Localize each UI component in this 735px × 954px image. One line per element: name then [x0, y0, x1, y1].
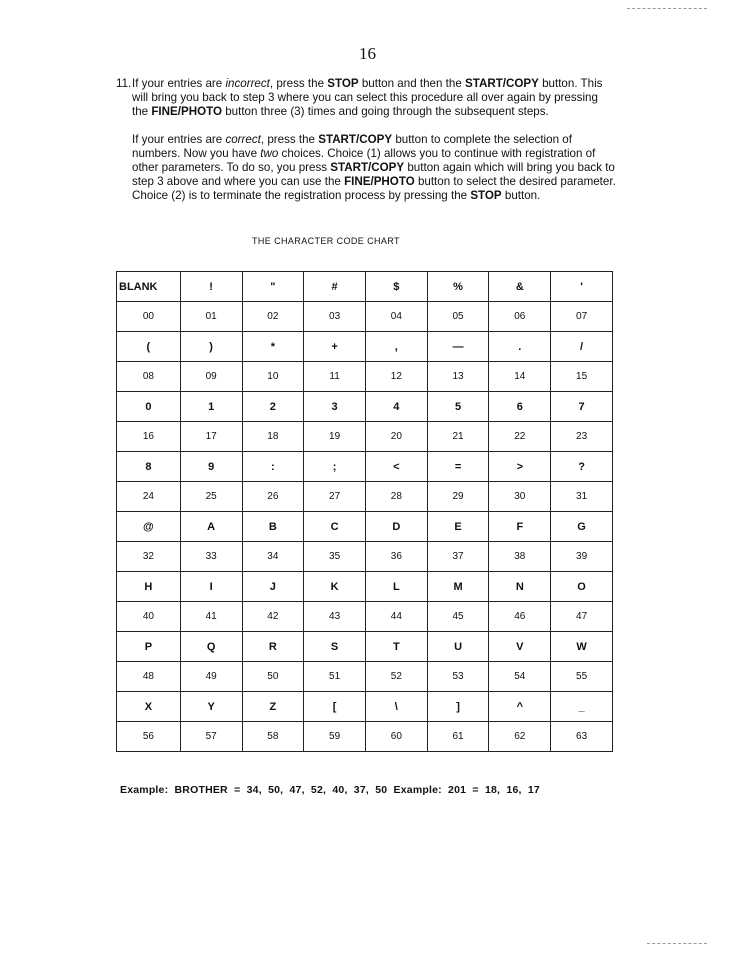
code-cell: 48 [117, 662, 181, 692]
text-run: button. [501, 189, 541, 202]
character-cell: 6 [489, 392, 551, 422]
code-cell: 38 [489, 542, 551, 572]
code-cell: 11 [304, 362, 366, 392]
step-number: 11. [116, 77, 132, 90]
code-cell: 01 [180, 302, 242, 332]
emphasis-text: incorrect [225, 77, 270, 90]
character-cell: H [117, 572, 181, 602]
code-cell: 26 [242, 482, 304, 512]
character-cell: F [489, 512, 551, 542]
character-cell: Z [242, 692, 304, 722]
emphasis-text: correct [225, 133, 261, 146]
character-code-table [116, 271, 613, 752]
code-cell: 63 [551, 722, 613, 752]
code-cell: 62 [489, 722, 551, 752]
text-run: If your entries are [132, 133, 226, 146]
code-cell: 55 [551, 662, 613, 692]
character-cell: 2 [242, 392, 304, 422]
text-run: button. This will bring you back to step 3 where you can select this procedure all over again by pressing the [132, 77, 603, 118]
character-cell: 9 [180, 452, 242, 482]
character-cell: : [242, 452, 304, 482]
character-cell: 7 [551, 392, 613, 422]
example-line: Example: BROTHER = 34, 50, 47, 52, 40, 37, 50 Example: 201 = 18, 16, 17 [120, 784, 540, 796]
character-cell: & [489, 272, 551, 302]
character-cell: K [304, 572, 366, 602]
page-number: 16 [359, 44, 376, 63]
character-cell: ) [180, 332, 242, 362]
character-cell: < [365, 452, 427, 482]
character-cell: * [242, 332, 304, 362]
instruction-paragraph-incorrect [132, 77, 616, 119]
code-cell: 12 [365, 362, 427, 392]
code-cell: 60 [365, 722, 427, 752]
chart-title: THE CHARACTER CODE CHART [252, 236, 400, 246]
text-run: , press the [269, 77, 328, 90]
code-cell: 42 [242, 602, 304, 632]
code-cell: 22 [489, 422, 551, 452]
code-cell: 02 [242, 302, 304, 332]
character-cell: 3 [304, 392, 366, 422]
code-cell: 08 [117, 362, 181, 392]
character-cell: 0 [117, 392, 181, 422]
code-cell: 14 [489, 362, 551, 392]
code-cell: 58 [242, 722, 304, 752]
code-cell: 44 [365, 602, 427, 632]
code-cell: 04 [365, 302, 427, 332]
character-cell: P [117, 632, 181, 662]
scan-mark-bottom [647, 943, 707, 946]
character-cell: — [427, 332, 489, 362]
character-cell: Q [180, 632, 242, 662]
character-cell: ' [551, 272, 613, 302]
character-cell: _ [551, 692, 613, 722]
character-cell: ^ [489, 692, 551, 722]
character-row [117, 692, 613, 722]
character-cell: S [304, 632, 366, 662]
character-cell: . [489, 332, 551, 362]
code-cell: 24 [117, 482, 181, 512]
code-cell: 46 [489, 602, 551, 632]
character-cell: Y [180, 692, 242, 722]
code-cell: 28 [365, 482, 427, 512]
code-cell: 19 [304, 422, 366, 452]
character-row [117, 452, 613, 482]
code-cell: 50 [242, 662, 304, 692]
character-cell: O [551, 572, 613, 602]
character-cell: BLANK [117, 272, 181, 302]
code-row [117, 422, 613, 452]
character-cell: X [117, 692, 181, 722]
code-row [117, 722, 613, 752]
code-cell: 41 [180, 602, 242, 632]
instruction-step-11 [116, 77, 616, 203]
code-cell: 30 [489, 482, 551, 512]
character-cell: U [427, 632, 489, 662]
character-row [117, 512, 613, 542]
character-cell: R [242, 632, 304, 662]
code-cell: 16 [117, 422, 181, 452]
emphasis-text: two [260, 147, 279, 160]
code-cell: 29 [427, 482, 489, 512]
code-cell: 45 [427, 602, 489, 632]
code-row [117, 662, 613, 692]
character-cell: B [242, 512, 304, 542]
character-cell: C [304, 512, 366, 542]
code-cell: 06 [489, 302, 551, 332]
code-cell: 37 [427, 542, 489, 572]
code-cell: 52 [365, 662, 427, 692]
character-cell: T [365, 632, 427, 662]
character-cell: # [304, 272, 366, 302]
character-cell: N [489, 572, 551, 602]
character-cell: J [242, 572, 304, 602]
character-cell: G [551, 512, 613, 542]
text-run: button to complete the selection of numbers. Now you have [132, 133, 572, 160]
character-row [117, 392, 613, 422]
character-row [117, 332, 613, 362]
code-cell: 57 [180, 722, 242, 752]
code-cell: 47 [551, 602, 613, 632]
character-row [117, 572, 613, 602]
code-cell: 54 [489, 662, 551, 692]
character-cell: , [365, 332, 427, 362]
character-cell: ? [551, 452, 613, 482]
character-cell: $ [365, 272, 427, 302]
character-row [117, 632, 613, 662]
code-row [117, 302, 613, 332]
code-cell: 53 [427, 662, 489, 692]
text-run: button and then the [358, 77, 465, 90]
button-name: START/COPY [318, 133, 393, 146]
code-cell: 07 [551, 302, 613, 332]
character-cell: ; [304, 452, 366, 482]
character-cell: E [427, 512, 489, 542]
code-cell: 10 [242, 362, 304, 392]
character-cell: 4 [365, 392, 427, 422]
character-cell: @ [117, 512, 181, 542]
button-name: STOP [470, 189, 502, 202]
code-cell: 31 [551, 482, 613, 512]
code-row [117, 482, 613, 512]
code-cell: 59 [304, 722, 366, 752]
character-cell: [ [304, 692, 366, 722]
character-cell: D [365, 512, 427, 542]
character-cell: 8 [117, 452, 181, 482]
code-cell: 09 [180, 362, 242, 392]
code-cell: 05 [427, 302, 489, 332]
character-cell: 5 [427, 392, 489, 422]
code-cell: 18 [242, 422, 304, 452]
code-cell: 56 [117, 722, 181, 752]
code-cell: 23 [551, 422, 613, 452]
text-run: If your entries are [132, 77, 226, 90]
code-cell: 33 [180, 542, 242, 572]
code-cell: 49 [180, 662, 242, 692]
text-run: button to select the desired parameter. Choice (2) is to terminate the registration process by pressing the [132, 175, 616, 202]
character-cell: ( [117, 332, 181, 362]
character-cell: + [304, 332, 366, 362]
code-cell: 15 [551, 362, 613, 392]
code-cell: 34 [242, 542, 304, 572]
button-name: START/COPY [465, 77, 539, 90]
text-run: button three (3) times and going through the subsequent steps. [222, 105, 549, 118]
code-cell: 03 [304, 302, 366, 332]
text-run: , press the [260, 133, 319, 146]
text-run: choices. Choice (1) allows you to continue with registration of other parameters. To do so, you press [132, 147, 596, 174]
character-cell: / [551, 332, 613, 362]
code-cell: 00 [117, 302, 181, 332]
character-cell: \ [365, 692, 427, 722]
code-cell: 20 [365, 422, 427, 452]
code-cell: 43 [304, 602, 366, 632]
button-name: START/COPY [330, 161, 405, 174]
character-cell: ] [427, 692, 489, 722]
code-cell: 25 [180, 482, 242, 512]
code-row [117, 362, 613, 392]
character-cell: I [180, 572, 242, 602]
code-cell: 35 [304, 542, 366, 572]
character-row [117, 272, 613, 302]
character-cell: V [489, 632, 551, 662]
character-cell: = [427, 452, 489, 482]
button-name: FINE/PHOTO [151, 105, 222, 118]
character-cell: W [551, 632, 613, 662]
code-cell: 17 [180, 422, 242, 452]
character-cell: % [427, 272, 489, 302]
code-cell: 51 [304, 662, 366, 692]
code-cell: 39 [551, 542, 613, 572]
instruction-paragraph-correct [132, 133, 616, 203]
code-cell: 13 [427, 362, 489, 392]
character-cell: L [365, 572, 427, 602]
code-row [117, 602, 613, 632]
code-row [117, 542, 613, 572]
character-cell: > [489, 452, 551, 482]
code-cell: 32 [117, 542, 181, 572]
character-cell: " [242, 272, 304, 302]
code-cell: 36 [365, 542, 427, 572]
character-cell: A [180, 512, 242, 542]
button-name: FINE/PHOTO [344, 175, 415, 188]
code-cell: 27 [304, 482, 366, 512]
text-run: button again which will bring you back to step 3 above and where you can use the [132, 161, 615, 188]
button-name: STOP [327, 77, 359, 90]
character-cell: 1 [180, 392, 242, 422]
code-cell: 21 [427, 422, 489, 452]
character-cell: M [427, 572, 489, 602]
character-cell: ! [180, 272, 242, 302]
code-cell: 61 [427, 722, 489, 752]
code-cell: 40 [117, 602, 181, 632]
scan-mark-top [627, 8, 707, 11]
